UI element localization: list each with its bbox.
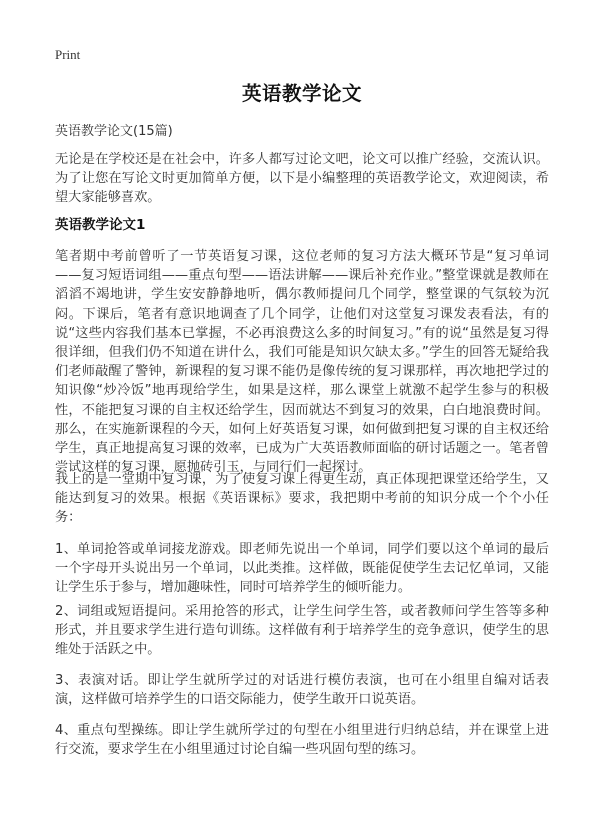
page-title: 英语教学论文 — [241, 82, 362, 105]
intro-paragraph: 无论是在学校还是在社会中，许多人都写过论文吧，论文可以推广经验，交流认识。为了让您在写论文时更加简单方便，以下是小编整理的英语教学论文，欢迎阅读，希望大家能够喜欢。 — [55, 152, 549, 206]
body-paragraph: 我上的是一堂期中复习课，为了使复习课上得更生动，真正体现把课堂还给学生，又能达到复习的效果。根据《英语课标》要求，我把期中考前的知识分成一个个小任务： — [55, 472, 549, 526]
task-item-paragraph: 2、词组或短语提问。采用抢答的形式，让学生问学生答，或者教师问学生答等多种形式，并且要求学生进行造句训练。这样做有利于培养学生的竞争意识，使学生的思维处于活跃之中。 — [55, 604, 549, 658]
task-item-paragraph: 3、表演对话。即让学生就所学过的对话进行模仿表演，也可在小组里自编对话表演，这样做可培养学生的口语交际能力，使学生敢开口说英语。 — [55, 673, 549, 708]
print-link[interactable]: Print — [55, 47, 81, 62]
task-item-paragraph: 4、重点句型操练。即让学生就所学过的句型在小组里进行归纳总结，并在课堂上进行交流，要求学生在小组里通过讨论自编一些巩固句型的练习。 — [55, 723, 549, 758]
body-paragraph: 笔者期中考前曾听了一节英语复习课，这位老师的复习方法大概环节是“复习单词——复习短语词组——重点句型——语法讲解——课后补充作业。”整堂课就是教师在滔滔不竭地讲，学生安安静静地听，偶尔教师提问几个同学，整堂课的气氛较为沉闷。下课后，笔者有意识地调查了几个同学，让他们对这堂复习课发表看法，有的说“这些内容我们基本已掌握，不必再浪费这么多的时间复习。”有的说“虽然是复习得很详细，但我们仍不知道在讲什么，我们可能是知识欠缺太多。”学生的回答无疑给我们老师敲醒了警钟，新课程的复习课不能仍是像传统的复习课那样，再次地把学过的知识像“炒冷饭”地再现给学生，如果是这样，那么课堂上就激不起学生参与的积极性，不能把复习课的自主权还给学生，因而就达不到复习的效果，白白地浪费时间。那么，在实施新课程的今天，如何上好英语复习课，如何做到把复习课的自主权还给学生，真正地提高复习课的效率，已成为广大英语教师面临的研讨话题之一。笔者曾尝试这样的复习课，愿抛砖引玉，与同行们一起探讨。 — [55, 249, 549, 476]
section-heading: 英语教学论文1 — [55, 217, 146, 233]
task-item-paragraph: 1、单词抢答或单词接龙游戏。即老师先说出一个单词，同学们要以这个单词的最后一个字母开头说出另一个单词，以此类推。这样做，既能促使学生去记忆单词，又能让学生乐于参与，增加趣味性，同时可培养学生的倾听能力。 — [55, 542, 549, 596]
document-subtitle: 英语教学论文(15篇) — [55, 124, 173, 139]
